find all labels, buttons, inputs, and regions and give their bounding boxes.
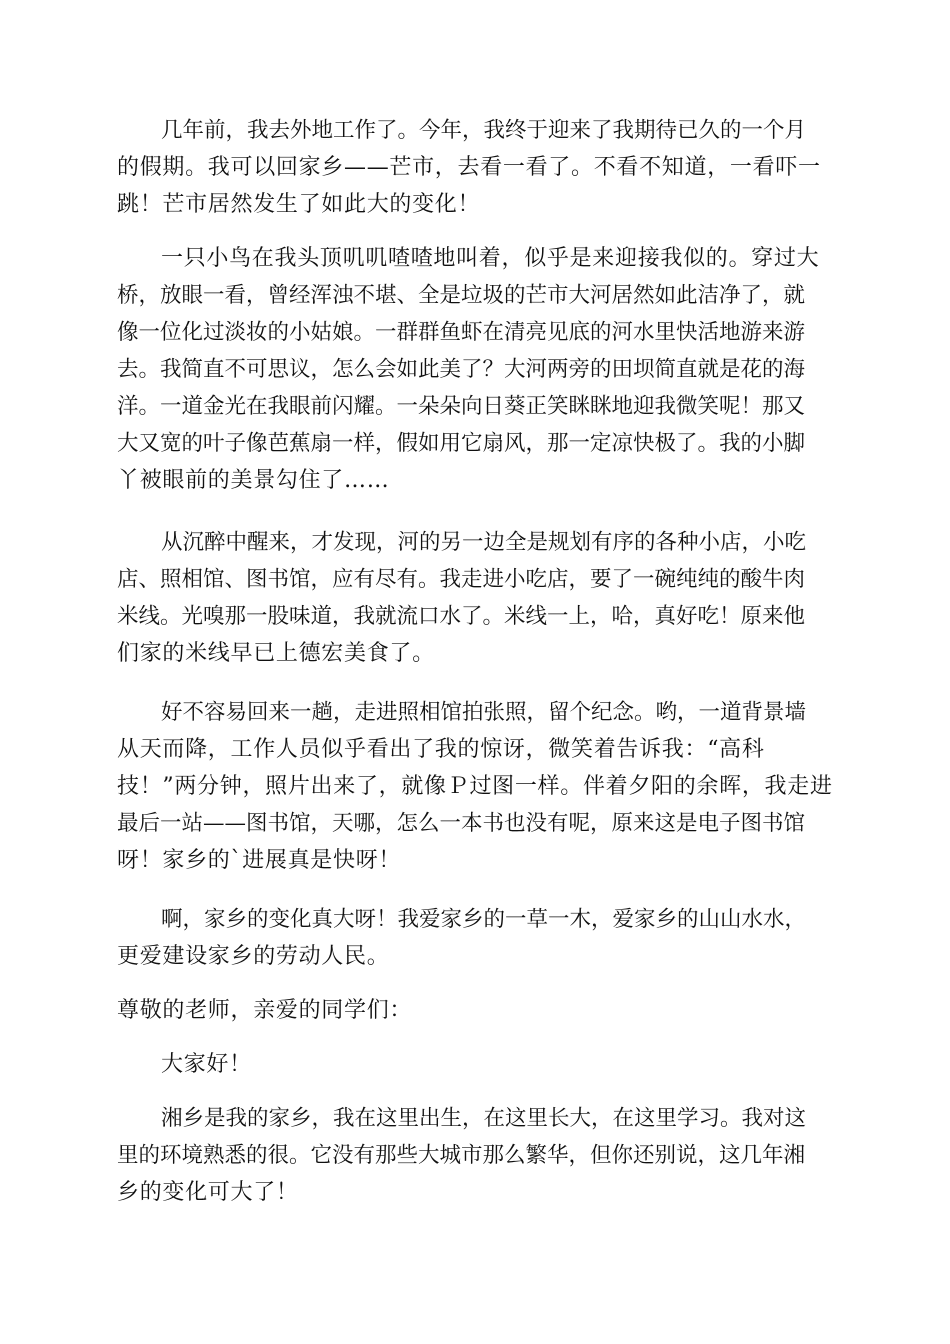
text-line: 去。我简直不可思议，怎么会如此美了？大河两旁的田坝简直就是花的海 xyxy=(117,357,806,382)
paragraph-2 xyxy=(117,240,835,499)
text-line: 最后一站——图书馆，天哪，怎么一本书也没有呢，原来这是电子图书馆 xyxy=(117,811,806,836)
text-line: 的假期。我可以回家乡——芒市，去看一看了。不看不知道，一看吓一 xyxy=(117,155,821,180)
text-line: 跳！芒市居然发生了如此大的变化！ xyxy=(117,192,481,217)
text-line: 尊敬的老师，亲爱的同学们： xyxy=(117,998,413,1023)
text-line: 啊，家乡的变化真大呀！我爱家乡的一草一木，爱家乡的山山水水， xyxy=(161,907,807,932)
text-line: 几年前，我去外地工作了。今年，我终于迎来了我期待已久的一个月 xyxy=(161,118,807,143)
text-line: 好不容易回来一趟，走进照相馆拍张照，留个纪念。哟，一道背景墙 xyxy=(161,700,807,725)
text-line: 里的环境熟悉的很。它没有那些大城市那么繁华，但你还别说，这几年湘 xyxy=(117,1143,806,1168)
text-line: 乡的变化可大了！ xyxy=(117,1180,299,1205)
text-line: 从沉醉中醒来，才发现，河的另一边全是规划有序的各种小店，小吃 xyxy=(161,530,807,555)
text-line: 店、照相馆、图书馆，应有尽有。我走进小吃店，要了一碗纯纯的酸牛肉 xyxy=(117,567,806,592)
paragraph-3 xyxy=(117,524,835,672)
salutation xyxy=(117,992,835,1029)
text-line: 丫被眼前的美景勾住了…… xyxy=(117,468,390,493)
text-line: 桥，放眼一看，曾经浑浊不堪、全是垃圾的芒市大河居然如此洁净了，就 xyxy=(117,283,806,308)
text-line: 从天而降，工作人员似乎看出了我的惊讶，微笑着告诉我：“高科 xyxy=(117,737,765,762)
text-line: 米线。光嗅那一股味道，我就流口水了。米线一上，哈，真好吃！原来他 xyxy=(117,604,806,629)
text-line: 更爱建设家乡的劳动人民。 xyxy=(117,944,390,969)
text-line: 大又宽的叶子像芭蕉扇一样，假如用它扇风，那一定凉快极了。我的小脚 xyxy=(117,431,806,456)
text-line: 湘乡是我的家乡，我在这里出生，在这里长大，在这里学习。我对这 xyxy=(161,1106,807,1131)
text-line: 技！”两分钟，照片出来了，就像Ｐ过图一样。伴着夕阳的余晖，我走进 xyxy=(117,774,833,799)
paragraph-4 xyxy=(117,694,835,879)
paragraph-5 xyxy=(117,901,835,975)
text-line: 大家好！ xyxy=(161,1052,252,1077)
text-line: 们家的米线早已上德宏美食了。 xyxy=(117,641,435,666)
paragraph-1 xyxy=(117,112,835,223)
paragraph-6 xyxy=(117,1100,835,1211)
text-line: 呀！家乡的`进展真是快呀！ xyxy=(117,848,402,873)
text-line: 像一位化过淡妆的小姑娘。一群群鱼虾在清亮见底的河水里快活地游来游 xyxy=(117,320,806,345)
greeting xyxy=(117,1046,835,1083)
text-line: 一只小鸟在我头顶叽叽喳喳地叫着，似乎是来迎接我似的。穿过大 xyxy=(161,246,820,271)
text-line: 洋。一道金光在我眼前闪耀。一朵朵向日葵正笑眯眯地迎我微笑呢！那又 xyxy=(117,394,806,419)
